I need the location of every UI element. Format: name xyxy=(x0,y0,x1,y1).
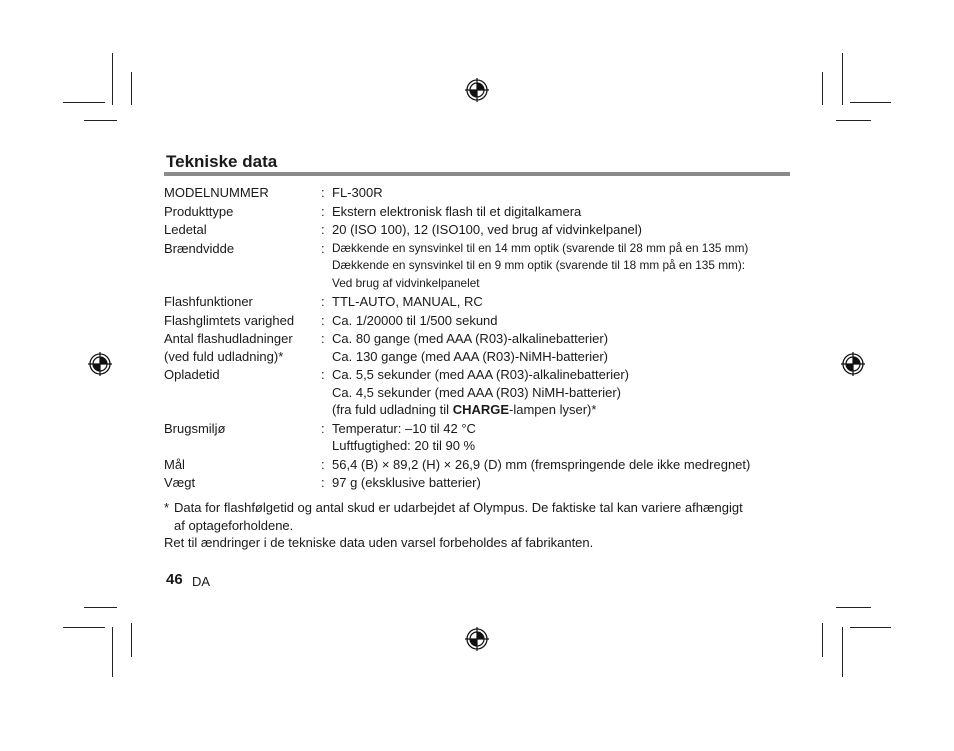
footnote-text: Data for flashfølgetid og antal skud er udarbejdet af Olympus. De faktiske tal kan variere afhængigt xyxy=(174,500,743,515)
spec-value xyxy=(332,474,794,492)
spec-row xyxy=(164,184,794,202)
page-title: Tekniske data xyxy=(166,152,278,171)
crop-mark xyxy=(84,607,117,608)
crop-mark xyxy=(850,102,891,103)
spec-value-line: Dækkende en synsvinkel til en 9 mm optik (svarende til 18 mm på en 135 mm): xyxy=(332,258,746,272)
spec-row xyxy=(164,203,794,221)
spec-label-line: Vægt xyxy=(164,475,196,490)
spec-colon: : xyxy=(321,294,325,309)
crop-mark xyxy=(842,53,843,105)
spec-value-line: Ved brug af vidvinkelpanelet xyxy=(332,275,480,290)
disclaimer-text: Ret til ændringer i de tekniske data uden varsel forbeholdes af fabrikanten. xyxy=(164,535,594,550)
spec-colon: : xyxy=(321,185,325,200)
spec-label-line: Flashglimtets varighed xyxy=(164,312,295,328)
registration-mark-icon xyxy=(465,627,489,651)
spec-value-line: Ca. 80 gange (med AAA (R03)-alkalinebatterier) xyxy=(332,331,609,346)
spec-value xyxy=(332,456,794,474)
spec-colon: : xyxy=(321,475,325,490)
spec-label-line: Opladetid xyxy=(164,367,220,382)
spec-value-line: Temperatur: –10 til 42 °C xyxy=(332,420,476,436)
crop-mark xyxy=(131,623,132,657)
crop-mark xyxy=(836,607,871,608)
spec-label-line: Brugsmiljø xyxy=(164,420,226,436)
spec-colon: : xyxy=(321,312,325,328)
registration-mark-icon xyxy=(465,78,489,102)
spec-label-line: Mål xyxy=(164,456,185,472)
spec-colon: : xyxy=(321,203,325,219)
spec-row xyxy=(164,330,794,365)
spec-row xyxy=(164,456,794,474)
spec-value xyxy=(332,420,794,455)
spec-label xyxy=(164,420,321,438)
spec-colon: : xyxy=(321,367,325,382)
spec-value-line: Ekstern elektronisk flash til et digitalkamera xyxy=(332,203,582,219)
crop-mark xyxy=(842,627,843,677)
spec-label-line: Flashfunktioner xyxy=(164,294,253,309)
footnote-text-continued: af optageforholdene. xyxy=(174,517,294,533)
spec-label xyxy=(164,203,321,221)
crop-mark xyxy=(822,72,823,105)
spec-row xyxy=(164,474,794,492)
spec-label-line: Brændvidde xyxy=(164,240,235,256)
spec-label xyxy=(164,184,321,202)
crop-mark xyxy=(84,120,117,121)
spec-value xyxy=(332,366,794,419)
footnote xyxy=(164,499,794,552)
spec-label-line: Ledetal xyxy=(164,222,207,237)
spec-colon: : xyxy=(321,240,325,256)
spec-value-line: 56,4 (B) × 89,2 (H) × 26,9 (D) mm (fremspringende dele ikke medregnet) xyxy=(332,456,751,472)
spec-value-line: Ca. 5,5 sekunder (med AAA (R03)-alkalinebatterier) xyxy=(332,367,629,382)
spec-label xyxy=(164,330,321,365)
spec-table xyxy=(164,184,794,493)
spec-label-line: Antal flashudladninger xyxy=(164,331,293,346)
spec-row xyxy=(164,312,794,330)
spec-value-line: Dækkende en synsvinkel til en 14 mm optik (svarende til 28 mm på en 135 mm) xyxy=(332,240,749,255)
spec-colon: : xyxy=(321,456,325,472)
spec-value-line: Ca. 1/20000 til 1/500 sekund xyxy=(332,312,498,328)
spec-value-line: Luftfugtighed: 20 til 90 % xyxy=(332,438,476,453)
spec-value xyxy=(332,184,794,202)
spec-value xyxy=(332,293,794,311)
spec-label-line: (ved fuld udladning)* xyxy=(164,348,284,364)
registration-mark-icon xyxy=(88,352,112,376)
spec-value-line: 20 (ISO 100), 12 (ISO100, ved brug af vidvinkelpanel) xyxy=(332,222,643,237)
spec-label xyxy=(164,312,321,330)
spec-value-part: -lampen lyser)* xyxy=(509,402,597,417)
spec-row xyxy=(164,240,794,293)
spec-colon: : xyxy=(321,420,325,436)
charge-lamp-label: CHARGE xyxy=(452,402,510,417)
crop-mark xyxy=(63,102,105,103)
crop-mark xyxy=(112,53,113,105)
spec-row xyxy=(164,293,794,311)
spec-value-line: Ca. 4,5 sekunder (med AAA (R03) NiMH-batterier) xyxy=(332,384,621,400)
crop-mark xyxy=(836,120,871,121)
language-code: DA xyxy=(192,574,211,589)
spec-row xyxy=(164,366,794,419)
spec-value xyxy=(332,312,794,330)
spec-value xyxy=(332,221,794,239)
spec-value-line: TTL-AUTO, MANUAL, RC xyxy=(332,294,483,309)
spec-value-part: (fra fuld udladning til xyxy=(332,402,453,417)
spec-value-line: FL-300R xyxy=(332,185,383,200)
footnote-star: * xyxy=(164,500,170,515)
spec-value-line: Ca. 130 gange (med AAA (R03)-NiMH-batterier) xyxy=(332,348,609,364)
spec-label-line: MODELNUMMER xyxy=(164,185,269,200)
crop-mark xyxy=(63,627,105,628)
spec-label xyxy=(164,240,321,258)
spec-label xyxy=(164,366,321,384)
spec-value xyxy=(332,203,794,221)
crop-mark xyxy=(850,627,891,628)
spec-value xyxy=(332,240,794,293)
spec-colon: : xyxy=(321,331,325,346)
crop-mark xyxy=(112,627,113,677)
spec-value-line xyxy=(332,401,794,419)
crop-mark xyxy=(131,72,132,105)
spec-label xyxy=(164,221,321,239)
spec-row xyxy=(164,420,794,455)
crop-mark xyxy=(822,623,823,657)
registration-mark-icon xyxy=(841,352,865,376)
spec-value xyxy=(332,330,794,365)
spec-colon: : xyxy=(321,222,325,237)
spec-row xyxy=(164,221,794,239)
spec-label xyxy=(164,456,321,474)
page-number: 46 xyxy=(166,571,183,588)
spec-label xyxy=(164,474,321,492)
title-rule xyxy=(164,172,790,176)
spec-label xyxy=(164,293,321,311)
spec-label-line: Produkttype xyxy=(164,203,234,219)
spec-value-line: 97 g (eksklusive batterier) xyxy=(332,475,481,490)
